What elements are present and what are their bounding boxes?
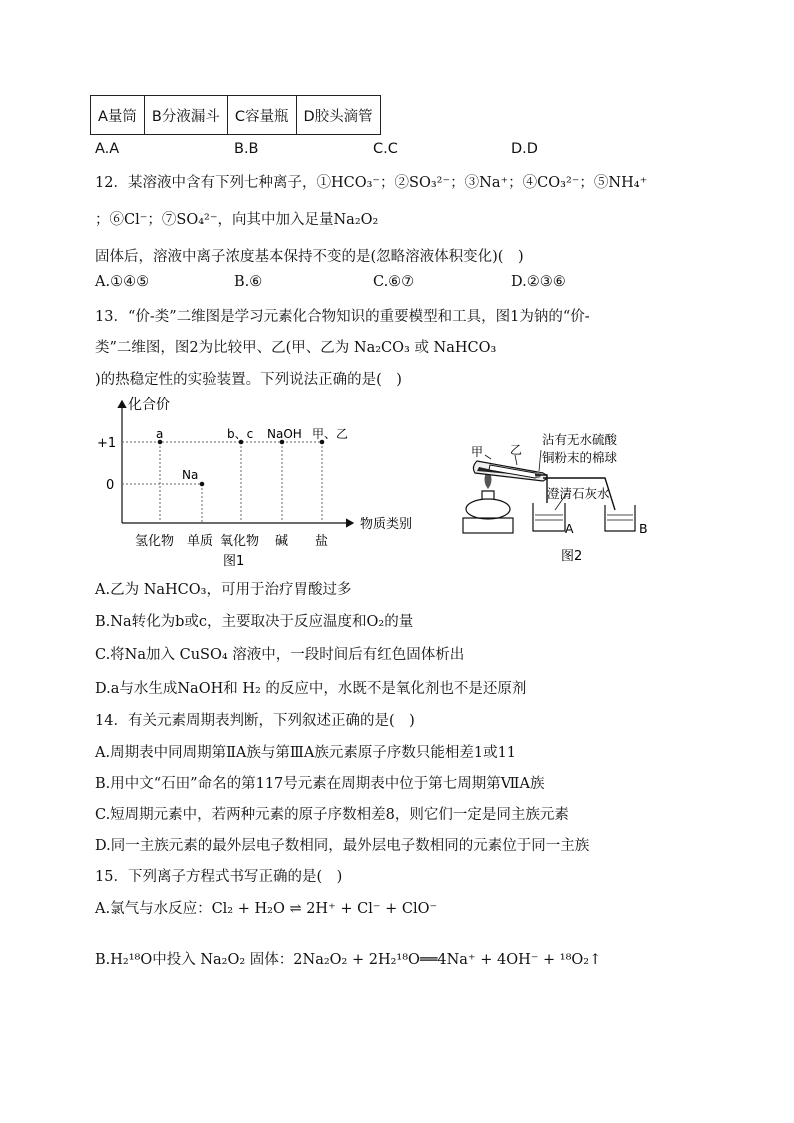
- q13-stem-line2: 类”二维图，图2为比较甲、乙(甲、乙为 Na₂CO₃ 或 NaHCO₃: [95, 340, 497, 356]
- q11-table-cell-d: D胶头滴管: [296, 96, 380, 135]
- q11-options-table: [90, 95, 381, 135]
- q12-option-d: D.②③⑥: [511, 274, 566, 290]
- q12-option-a: A.①④⑤: [95, 274, 150, 290]
- label-naoh: NaOH: [267, 427, 302, 441]
- label-jia-yi: 甲、乙: [312, 427, 349, 441]
- q14-stem: 14．有关元素周期表判断，下列叙述正确的是( ): [95, 713, 415, 729]
- y-tick-0: 0: [106, 478, 115, 493]
- burner-stand: [463, 518, 513, 533]
- q15-stem: 15．下列离子方程式书写正确的是( ): [95, 869, 343, 885]
- label-yi: 乙: [510, 443, 523, 457]
- alcohol-lamp: [466, 499, 510, 519]
- y-tick-plus1: +1: [97, 436, 117, 451]
- q13-stem-line3: )的热稳定性的实验装置。下列说法正确的是( ): [95, 372, 402, 388]
- q14-option-a: A.周期表中同周期第ⅡA族与第ⅢA族元素原子序数只能相差1或11: [95, 745, 517, 761]
- q14-option-b: B.用中文“石田”命名的第117号元素在周期表中位于第七周期第ⅦA族: [95, 776, 545, 792]
- q12-ion-4: ④CO₃²⁻；: [522, 175, 594, 191]
- label-a: a: [156, 427, 164, 441]
- figure-2-apparatus: [455, 425, 665, 570]
- label-limewater: 澄清石灰水: [547, 486, 610, 501]
- figure-1-valence-class-chart: [95, 393, 435, 573]
- figure-1-caption: 图1: [223, 554, 245, 569]
- y-axis-label: 化合价: [128, 397, 170, 413]
- label-cotton-line1: 沾有无水硫酸: [542, 432, 618, 447]
- category-oxide: 氧化物: [220, 534, 260, 549]
- q12-ion-1: ①HCO₃⁻；: [316, 175, 395, 191]
- q12-stem-line2: ；⑥Cl⁻；⑦SO₄²⁻，向其中加入足量Na₂O₂: [95, 212, 379, 228]
- q12-stem-prefix: 12．某溶液中含有下列七种离子，: [95, 175, 317, 191]
- label-cotton-line2: 铜粉末的棉球: [542, 450, 618, 465]
- q11-table-cell-c: C容量瓶: [227, 96, 296, 135]
- q12-option-c: C.⑥⑦: [373, 274, 415, 290]
- q12-stem-line1: [95, 171, 647, 192]
- q12-ion-5: ⑤NH₄⁺: [593, 175, 648, 191]
- q11-table-cell-b: B分液漏斗: [144, 96, 227, 135]
- q13-option-b: B.Na转化为b或c，主要取决于反应温度和O₂的量: [95, 614, 414, 630]
- label-na: Na: [182, 468, 199, 482]
- category-hydride: 氢化物: [135, 534, 175, 549]
- q13-option-a: A.乙为 NaHCO₃，可用于治疗胃酸过多: [95, 582, 352, 598]
- category-salt: 盐: [315, 534, 329, 549]
- x-axis-label: 物质类别: [360, 517, 413, 532]
- q13-stem-line1: 13．“价-类”二维图是学习元素化合物知识的重要模型和工具，图1为钠的“价-: [95, 309, 590, 325]
- q13-option-d: D.a与水生成NaOH和 H₂ 的反应中，水既不是氧化剂也不是还原剂: [95, 681, 527, 697]
- q15-option-a: A.氯气与水反应：Cl₂ + H₂O ⇌ 2H⁺ + Cl⁻ + ClO⁻: [95, 901, 438, 917]
- label-beaker-a: A: [565, 521, 574, 536]
- q12-ion-3: ③Na⁺；: [464, 175, 523, 191]
- beaker-b: [605, 505, 635, 531]
- label-jia: 甲: [471, 445, 484, 459]
- category-element: 单质: [187, 534, 214, 549]
- q12-stem-line3: 固体后，溶液中离子浓度基本保持不变的是(忽略溶液体积变化)( ): [95, 249, 524, 265]
- label-beaker-b: B: [639, 521, 648, 536]
- q11-option-a: A.A: [95, 141, 120, 157]
- q12-ion-2: ②SO₃²⁻；: [394, 175, 465, 191]
- q15-option-b: B.H₂¹⁸O中投入 Na₂O₂ 固体：2Na₂O₂ + 2H₂¹⁸O══4Na⁺ + 4OH⁻ + ¹⁸O₂↑: [95, 952, 602, 968]
- grid: [122, 442, 322, 523]
- q14-option-d: D.同一主族元素的最外层电子数相同，最外层电子数相同的元素位于同一主族: [95, 838, 590, 854]
- q14-option-c: C.短周期元素中，若两种元素的原子序数相差8，则它们一定是同主族元素: [95, 807, 569, 823]
- beaker-a: [533, 503, 565, 531]
- point-na: [200, 482, 205, 487]
- figure-2-caption: 图2: [561, 549, 583, 564]
- label-bc: b、c: [227, 427, 254, 441]
- q12-option-b: B.⑥: [234, 274, 263, 290]
- q11-table-cell-a: A量筒: [91, 96, 145, 135]
- q11-option-b: B.B: [234, 141, 259, 157]
- q11-option-d: D.D: [511, 141, 538, 157]
- q11-option-c: C.C: [373, 141, 398, 157]
- category-base: 碱: [275, 534, 289, 549]
- q13-option-c: C.将Na加入 CuSO₄ 溶液中，一段时间后有红色固体析出: [95, 647, 465, 663]
